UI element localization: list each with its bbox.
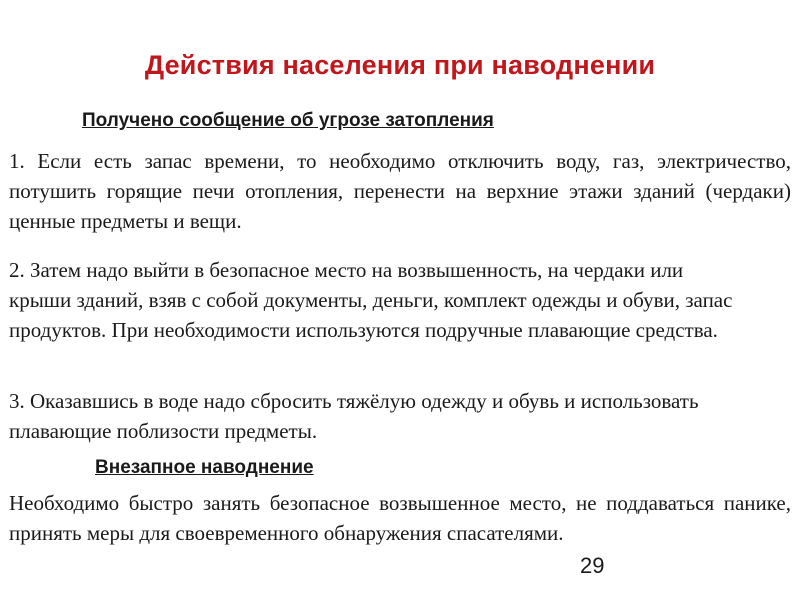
paragraph-step-2: 2. Затем надо выйти в безопасное место на возвышенность, на чердаки или крыши зданий, взяв с собой документы, деньги, комплект одежды и обуви, запас продуктов. При необходимости используются подручные плавающие средства.: [9, 258, 733, 342]
slide-title: Действия населения при наводнении: [144, 50, 656, 80]
section-heading-sudden-flood: Внезапное наводнение: [95, 457, 314, 478]
section-heading-threat: Получено сообщение об угрозе затопления: [82, 110, 494, 131]
paragraph-step-1: 1. Если есть запас времени, то необходимо отключить воду, газ, электричество, потушить горящие печи отопления, перенести на верхние этажи зданий (чердаки) ценные предметы и вещи.: [9, 149, 791, 233]
paragraph-sudden-flood: Необходимо быстро занять безопасное возвышенное место, не поддаваться панике, принять меры для своевременного обнаружения спасателями.: [9, 491, 791, 545]
paragraph-step-3: 3. Оказавшись в воде надо сбросить тяжёлую одежду и обувь и использовать плавающие поблизости предметы.: [9, 389, 699, 443]
page-number: 29: [580, 553, 605, 578]
